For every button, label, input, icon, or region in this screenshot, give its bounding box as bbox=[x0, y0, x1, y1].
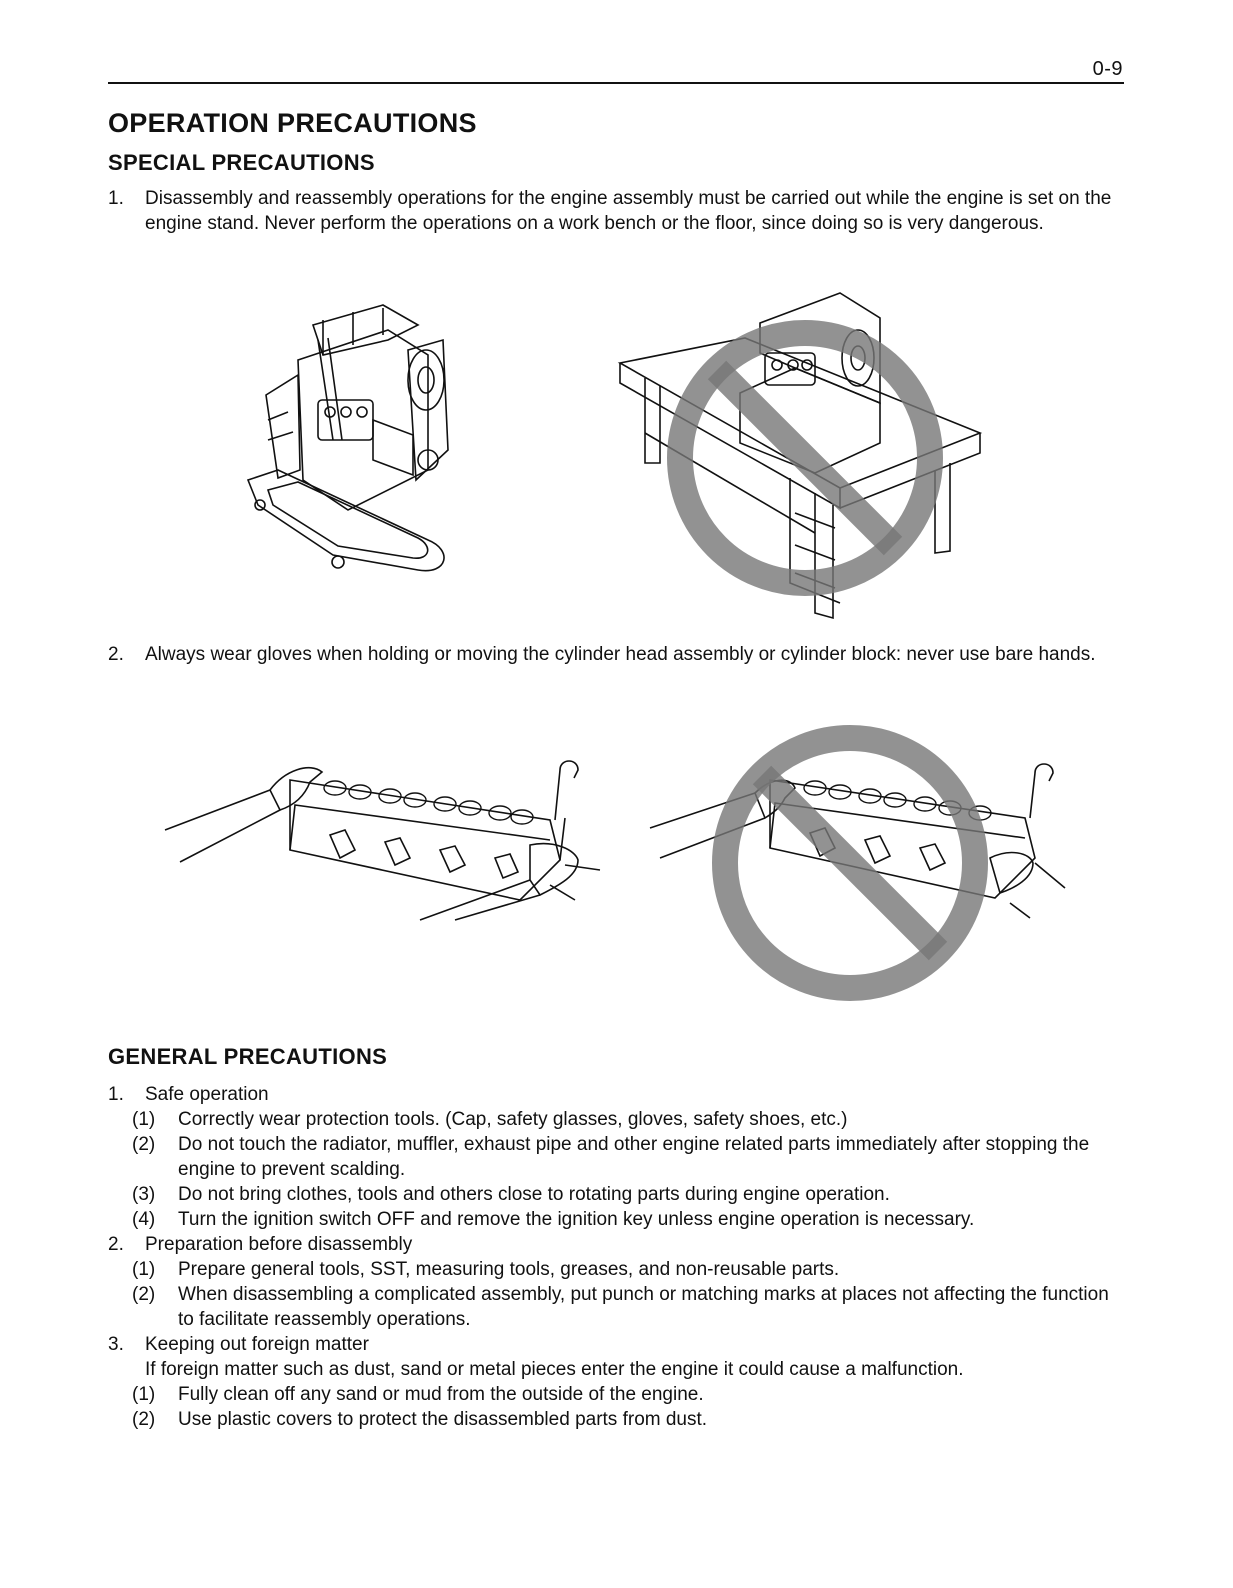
general-precautions-list bbox=[108, 1082, 1118, 1432]
list-item bbox=[108, 1382, 1118, 1407]
item-text: Fully clean off any sand or mud from the outside of the engine. bbox=[178, 1384, 704, 1405]
item-number: (1) bbox=[132, 1384, 156, 1405]
list-item bbox=[108, 1332, 1118, 1357]
general-precautions-heading: GENERAL PRECAUTIONS bbox=[108, 1044, 388, 1069]
engine-on-workbench-illustration bbox=[615, 283, 990, 623]
item-number: (2) bbox=[132, 1409, 156, 1430]
item-number: (2) bbox=[132, 1134, 156, 1155]
list-item bbox=[108, 1282, 1118, 1332]
prohibition-sign-icon bbox=[725, 738, 975, 988]
item-text: Correctly wear protection tools. (Cap, safety glasses, gloves, safety shoes, etc.) bbox=[178, 1109, 848, 1130]
item-number: (2) bbox=[132, 1284, 156, 1305]
list-item bbox=[108, 1207, 1118, 1232]
item-number: (3) bbox=[132, 1184, 156, 1205]
item-text: Turn the ignition switch OFF and remove the ignition key unless engine operation is necessary. bbox=[178, 1209, 975, 1230]
list-item bbox=[108, 1107, 1118, 1132]
item-text: Do not touch the radiator, muffler, exhaust pipe and other engine related parts immediately after stopping the engine to prevent scalding. bbox=[178, 1134, 1090, 1180]
item-number: 3. bbox=[108, 1334, 124, 1355]
list-item bbox=[108, 1232, 1118, 1257]
special-precautions-heading: SPECIAL PRECAUTIONS bbox=[108, 150, 375, 175]
page-title: OPERATION PRECAUTIONS bbox=[108, 108, 477, 138]
special-item-1 bbox=[108, 186, 1118, 236]
list-item bbox=[108, 1257, 1118, 1282]
header-rule bbox=[108, 82, 1124, 84]
page-number: 0-9 bbox=[1092, 58, 1123, 80]
item-text: Preparation before disassembly bbox=[145, 1234, 413, 1255]
item-number: (1) bbox=[132, 1109, 156, 1130]
item-text: Use plastic covers to protect the disassembled parts from dust. bbox=[178, 1409, 708, 1430]
item-number: 1. bbox=[108, 1084, 124, 1105]
item-text: If foreign matter such as dust, sand or metal pieces enter the engine it could cause a malfunction. bbox=[145, 1359, 964, 1380]
bare-hands-cylinder-head-illustration bbox=[645, 718, 1075, 1003]
special-item-2 bbox=[108, 642, 1118, 667]
item-number: 2. bbox=[108, 644, 124, 665]
item-text: Do not bring clothes, tools and others close to rotating parts during engine operation. bbox=[178, 1184, 890, 1205]
list-item bbox=[108, 1132, 1118, 1182]
item-number: (1) bbox=[132, 1259, 156, 1280]
prohibition-sign-icon bbox=[680, 333, 930, 583]
list-item bbox=[108, 1407, 1118, 1432]
item-number: 2. bbox=[108, 1234, 124, 1255]
list-item bbox=[108, 1082, 1118, 1107]
item-text: When disassembling a complicated assembly, put punch or matching marks at places not affecting the function to facilitate reassembly operations. bbox=[178, 1284, 1109, 1330]
item-text: Disassembly and reassembly operations for the engine assembly must be carried out while the engine is set on the engine stand. Never perform the operations on a work bench or the floor, since doing so is very dangerous. bbox=[145, 188, 1112, 234]
gloved-hands-cylinder-head-illustration bbox=[160, 750, 610, 925]
item-text: Safe operation bbox=[145, 1084, 269, 1105]
item-text: Prepare general tools, SST, measuring tools, greases, and non-reusable parts. bbox=[178, 1259, 840, 1280]
item-text: Keeping out foreign matter bbox=[145, 1334, 369, 1355]
engine-on-stand-illustration bbox=[238, 300, 468, 580]
list-item bbox=[108, 1357, 1118, 1382]
item-number: 1. bbox=[108, 188, 124, 209]
list-item bbox=[108, 1182, 1118, 1207]
item-number: (4) bbox=[132, 1209, 156, 1230]
item-text: Always wear gloves when holding or moving the cylinder head assembly or cylinder block: never use bare hands. bbox=[145, 644, 1096, 665]
